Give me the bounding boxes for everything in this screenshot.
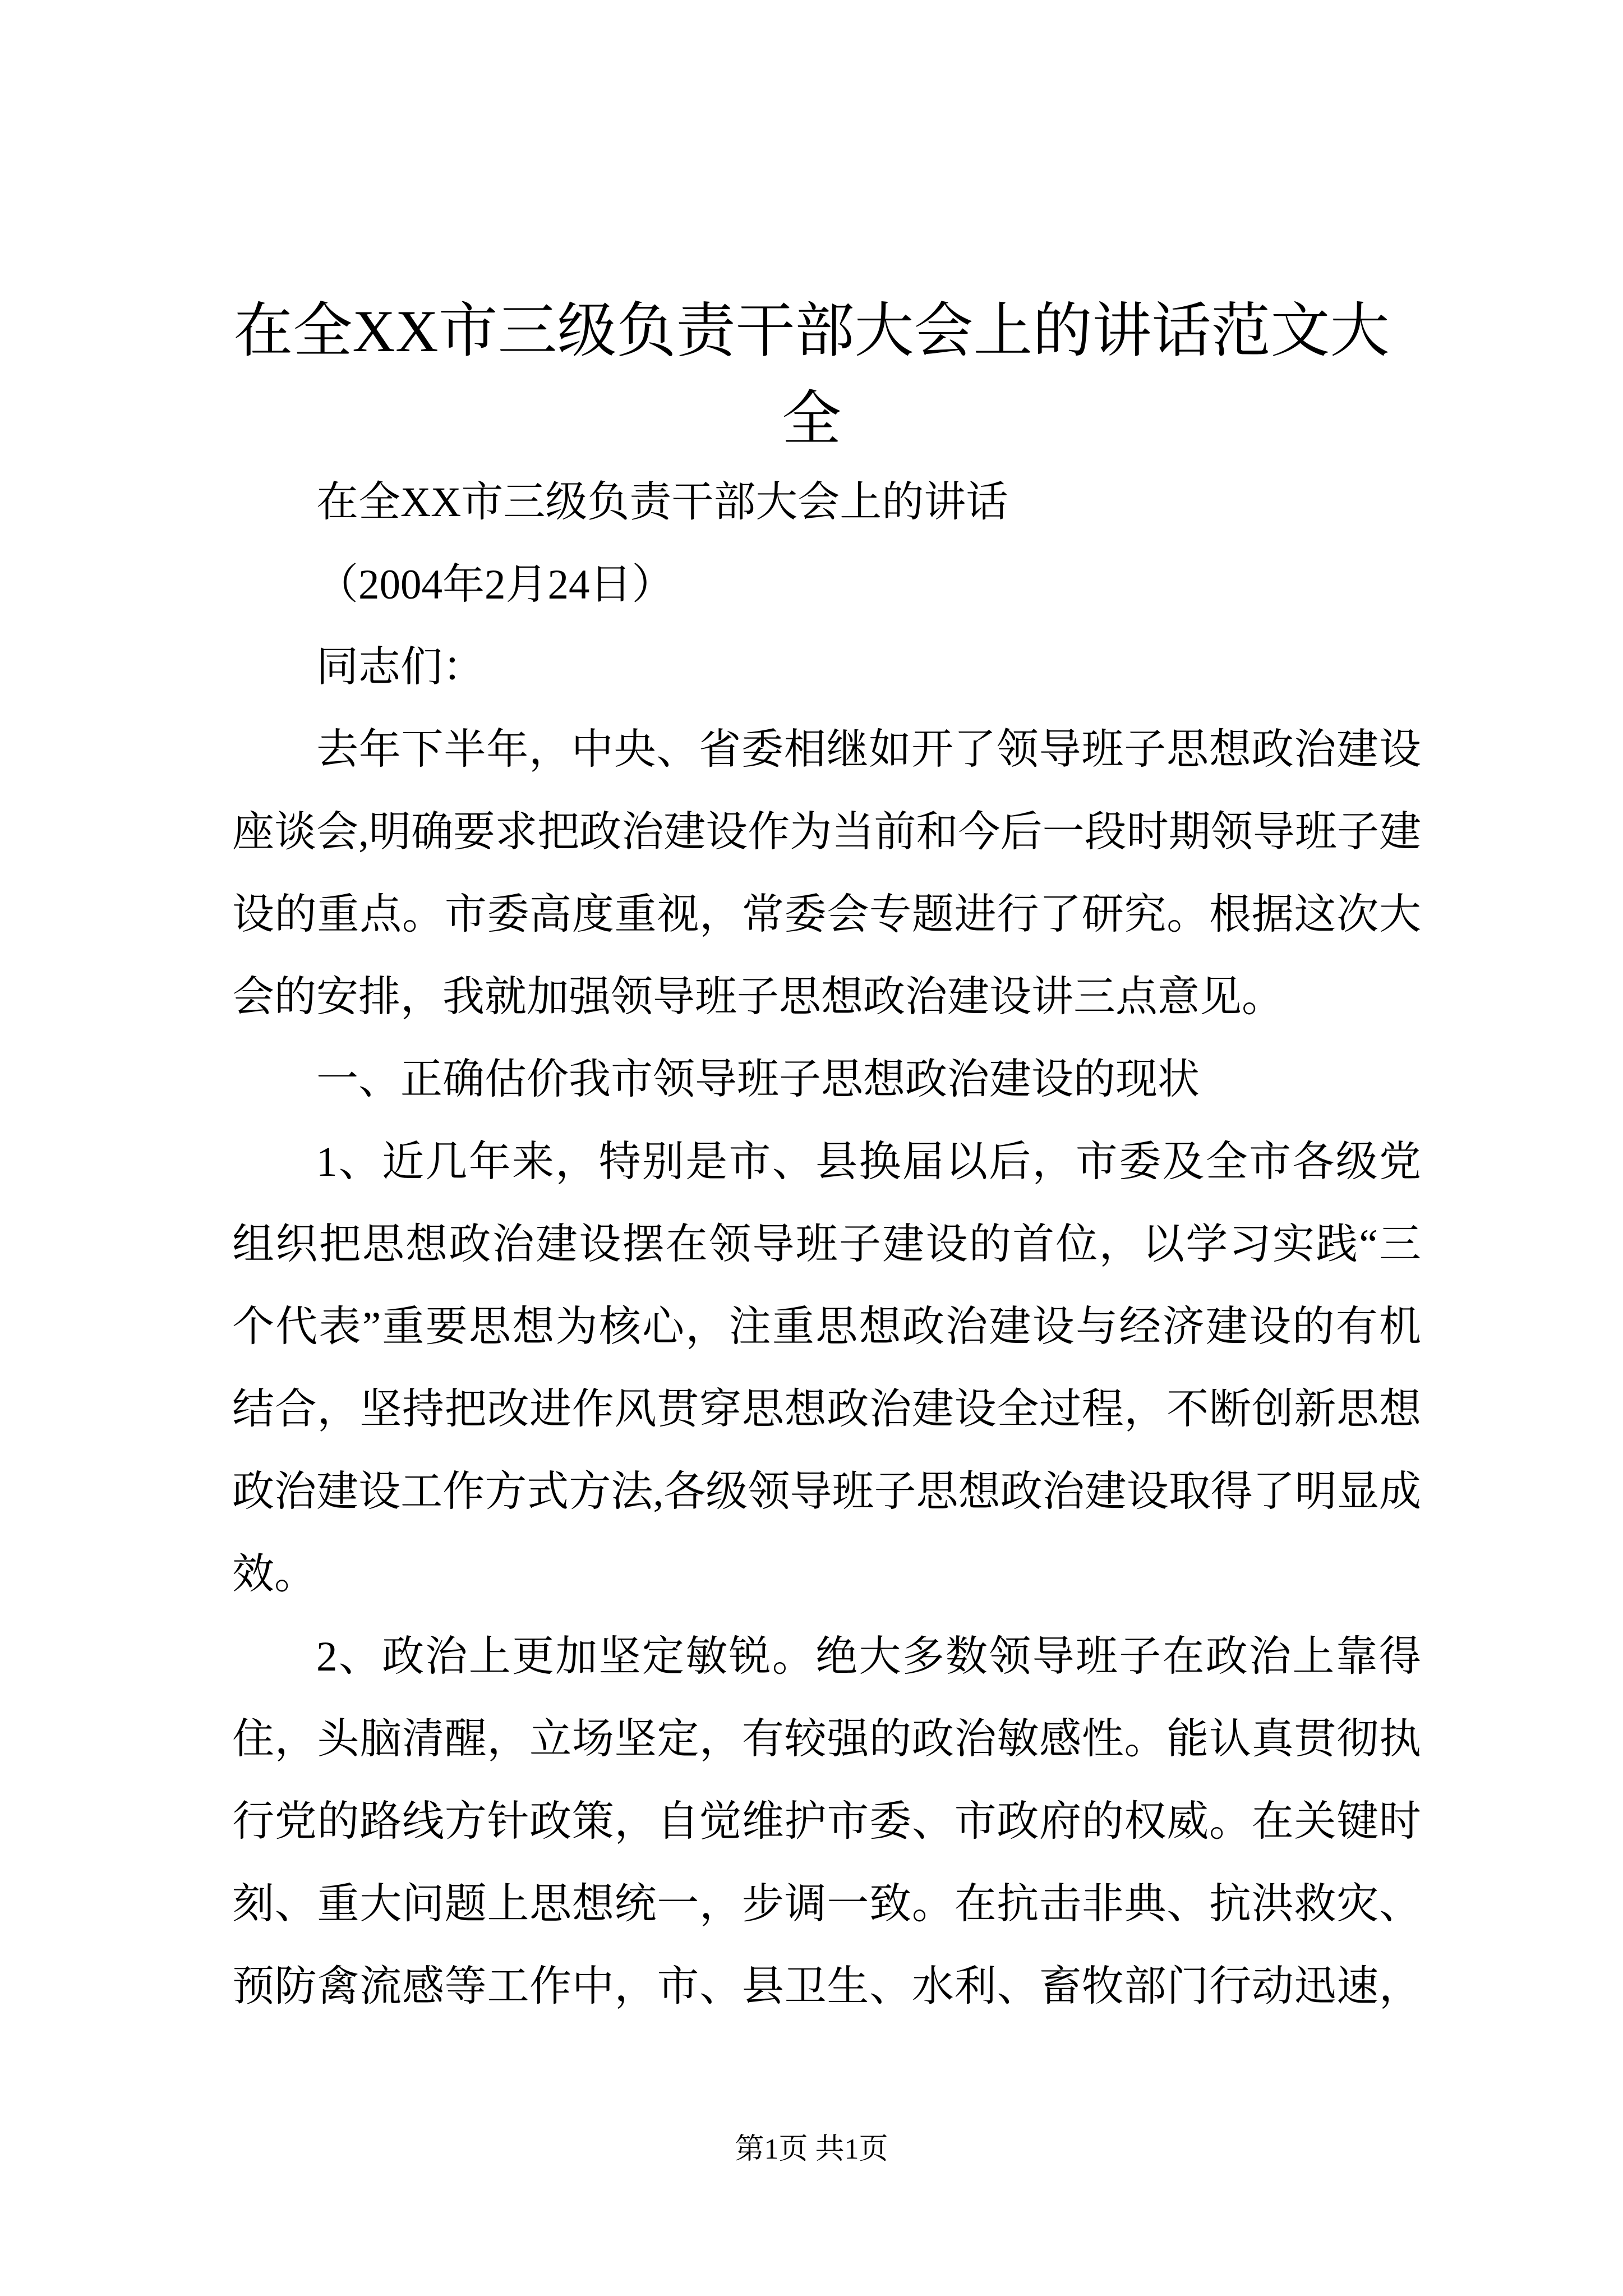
page-number-footer: 第1页 共1页: [735, 2133, 888, 2165]
document-title: 在全XX市三级负责干部大会上的讲话范文大全: [233, 298, 1390, 452]
speech-date: （2004年2月24日）: [316, 562, 674, 608]
document-body: [232, 461, 1421, 2028]
speech-heading: 在全XX市三级负责干部大会上的讲话: [316, 479, 1008, 526]
body-paragraph: 1、近几年来，特别是市、县换届以后，市委及全市各级党组织把思想政治建设摆在领导班子建设的首位，以学习实践“三个代表”重要思想为核心，注重思想政治建设与经济建设的有机结合，坚持把改进作风贯穿思想政治建设全过程，不断创新思想政治建设工作方式方法,各级领导班子思想政治建设取得了明显成效。: [232, 1139, 1421, 1598]
body-paragraph: 去年下半年，中央、省委相继如开了领导班子思想政治建设座谈会,明确要求把政治建设作为当前和今后一段时期领导班子建设的重点。市委高度重视，常委会专题进行了研究。根据这次大会的安排，我就加强领导班子思想政治建设讲三点意见。: [232, 726, 1421, 1020]
salutation: 同志们：: [316, 644, 485, 691]
section-heading: 一、正确估价我市领导班子思想政治建设的现状: [316, 1056, 1200, 1103]
body-paragraph: 2、政治上更加坚定敏锐。绝大多数领导班子在政治上靠得住，头脑清醒，立场坚定，有较强的政治敏感性。能认真贯彻执行党的路线方针政策，自觉维护市委、市政府的权威。在关键时刻、重大问题上思想统一，步调一致。在抗击非典、抗洪救灾、预防禽流感等工作中，市、县卫生、水利、畜牧部门行动迅速，: [232, 1634, 1421, 2010]
